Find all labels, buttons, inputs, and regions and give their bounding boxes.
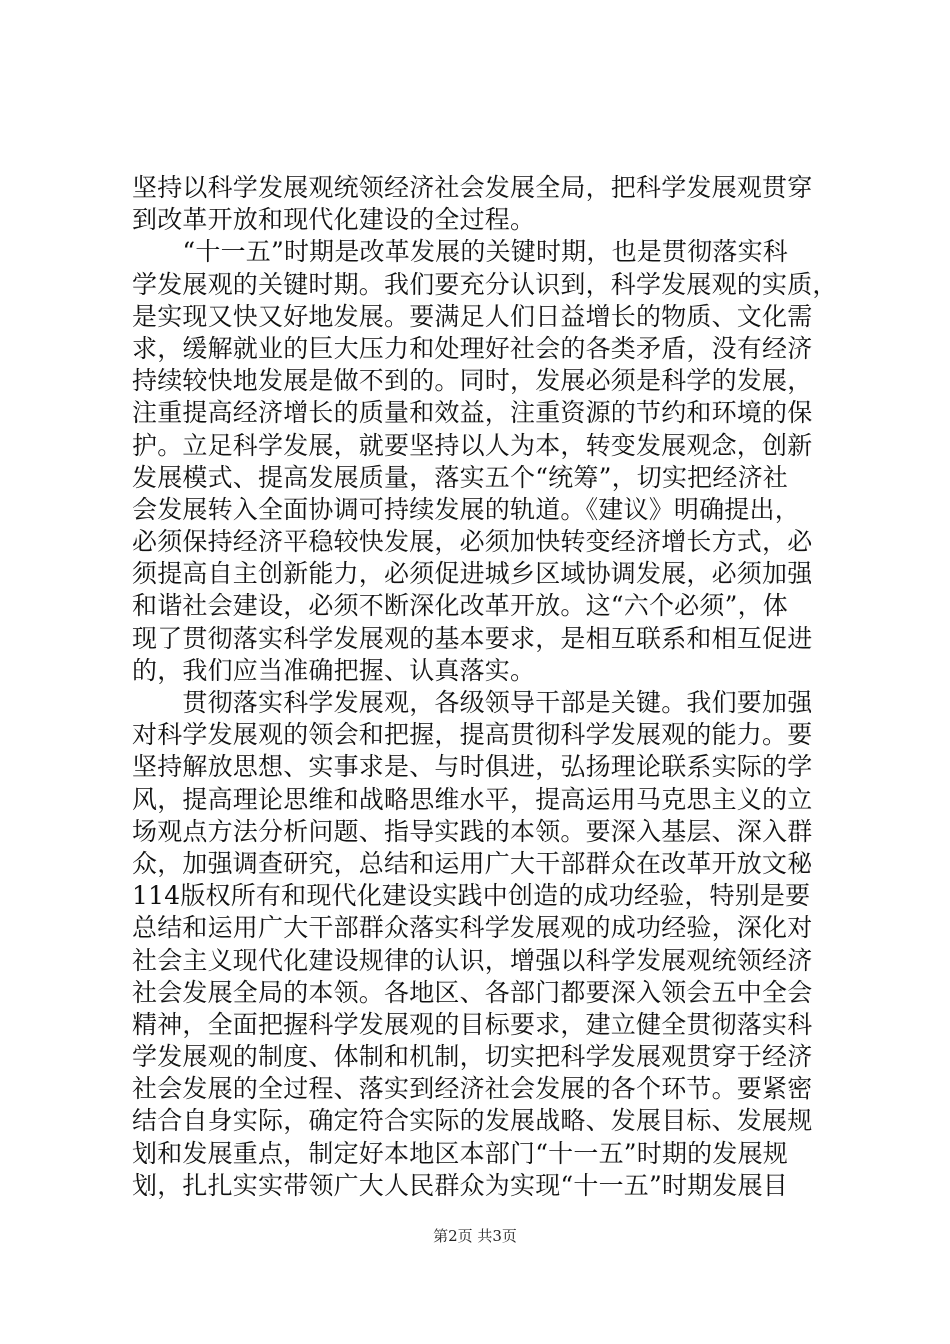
text-line: 注重提高经济增长的质量和效益，注重资源的节约和环境的保 <box>132 398 813 428</box>
text-line: 护。立足科学发展，就要坚持以人为本，转变发展观念，创新 <box>132 430 813 460</box>
text-line: 和谐社会建设，必须不断深化改革开放。这“六个必须”，体 <box>132 591 788 621</box>
text-line: 是实现又快又好地发展。要满足人们日益增长的物质、文化需 <box>132 301 813 331</box>
text-line: 会发展转入全面协调可持续发展的轨道。《建议》明确提出， <box>132 494 800 524</box>
page-footer <box>0 1226 950 1246</box>
text-line: 持续较快地发展是做不到的。同时，发展必须是科学的发展， <box>132 366 813 396</box>
text-line: 风，提高理论思维和战略思维水平，提高运用马克思主义的立 <box>132 784 813 814</box>
text-line: 现了贯彻落实科学发展观的基本要求，是相互联系和相互促进 <box>132 623 813 653</box>
text-line: 必须保持经济平稳较快发展，必须加快转变经济增长方式，必 <box>132 527 813 557</box>
text-line: 划，扎扎实实带领广大人民群众为实现“十一五”时期发展目 <box>132 1170 788 1200</box>
text-line: 划和发展重点，制定好本地区本部门“十一五”时期的发展规 <box>132 1138 788 1168</box>
text-line: 社会发展全局的本领。各地区、各部门都要深入领会五中全会 <box>132 977 813 1007</box>
page-number-label: 第2页 共3页 <box>433 1227 517 1245</box>
text-line: 到改革开放和现代化建设的全过程。 <box>132 205 536 235</box>
text-line: 学发展观的制度、体制和机制，切实把科学发展观贯穿于经济 <box>132 1042 813 1072</box>
text-line: 社会发展的全过程、落实到经济社会发展的各个环节。要紧密 <box>132 1074 813 1104</box>
text-line: 发展模式、提高发展质量，落实五个“统筹”，切实把经济社 <box>132 462 788 492</box>
text-line: 须提高自主创新能力，必须促进城乡区域协调发展，必须加强 <box>132 559 813 589</box>
text-line: 场观点方法分析问题、指导实践的本领。要深入基层、深入群 <box>132 816 813 846</box>
text-line: 坚持以科学发展观统领经济社会发展全局，把科学发展观贯穿 <box>132 173 813 202</box>
text-line: “十一五”时期是改革发展的关键时期，也是贯彻落实科 <box>132 237 788 267</box>
text-line: 求，缓解就业的巨大压力和处理好社会的各类矛盾，没有经济 <box>132 333 813 363</box>
text-line: 对科学发展观的领会和把握，提高贯彻科学发展观的能力。要 <box>132 720 813 750</box>
text-line: 结合自身实际，确定符合实际的发展战略、发展目标、发展规 <box>132 1106 813 1136</box>
text-line: 坚持解放思想、实事求是、与时俱进，弘扬理论联系实际的学 <box>132 752 813 782</box>
text-line: 社会主义现代化建设规律的认识，增强以科学发展观统领经济 <box>132 945 813 975</box>
text-line: 贯彻落实科学发展观，各级领导干部是关键。我们要加强 <box>132 688 813 717</box>
document-body <box>132 172 838 1202</box>
text-line: 114版权所有和现代化建设实践中创造的成功经验，特别是要 <box>132 881 811 911</box>
text-line: 总结和运用广大干部群众落实科学发展观的成功经验，深化对 <box>132 913 813 943</box>
text-line: 精神，全面把握科学发展观的目标要求，建立健全贯彻落实科 <box>132 1009 813 1039</box>
text-line: 众，加强调查研究，总结和运用广大干部群众在改革开放文秘 <box>132 848 813 878</box>
text-line: 学发展观的关键时期。我们要充分认识到，科学发展观的实质， <box>132 269 838 299</box>
text-line: 的，我们应当准确把握、认真落实。 <box>132 655 536 685</box>
